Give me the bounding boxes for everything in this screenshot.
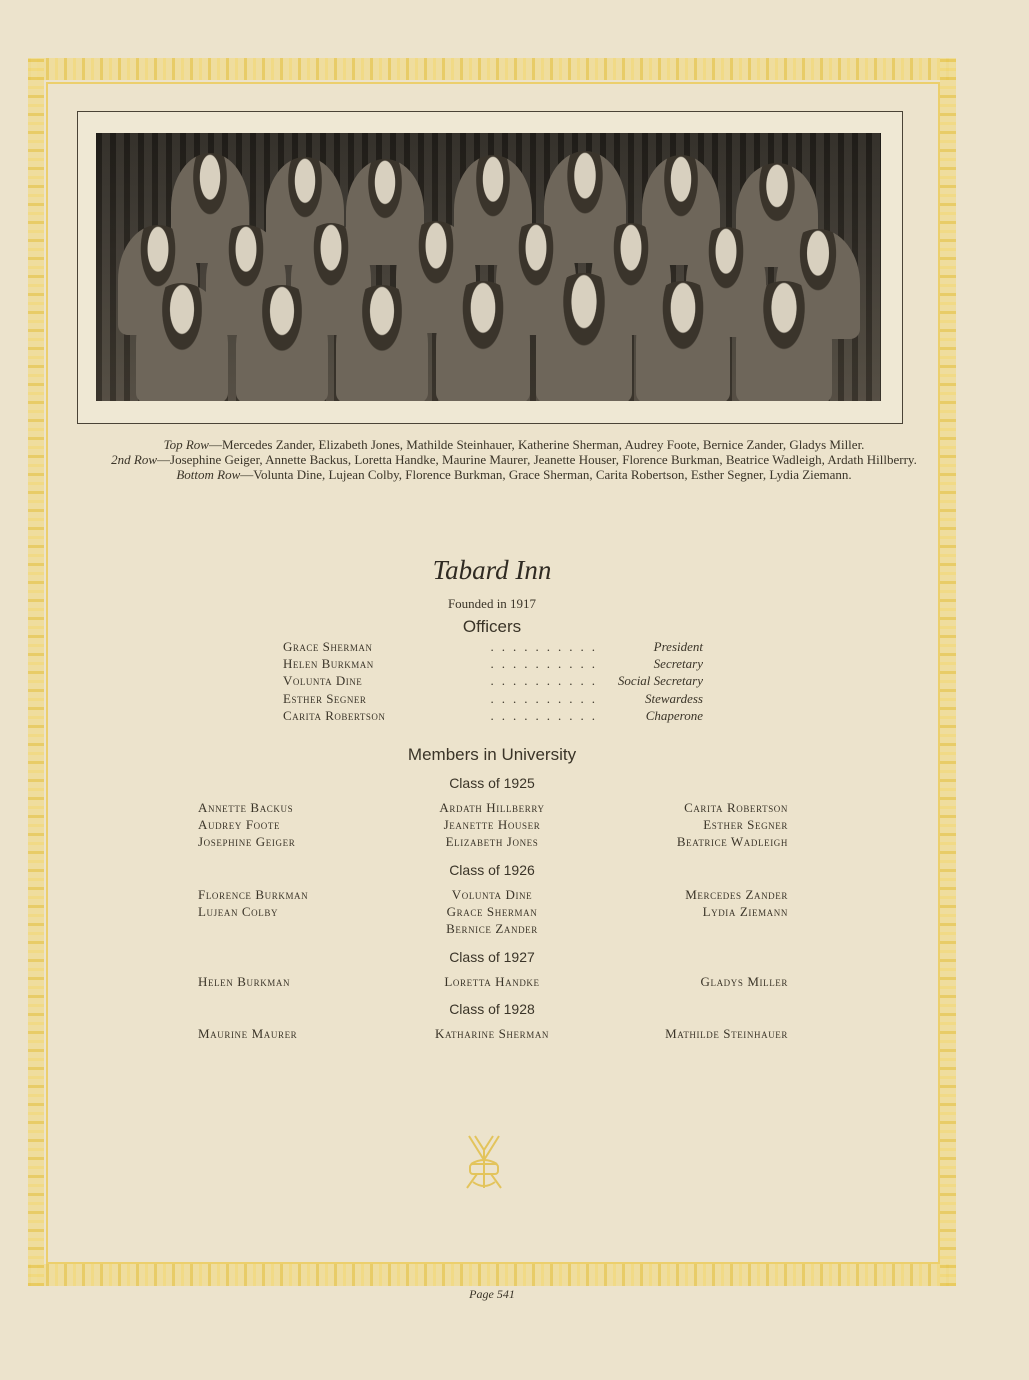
- member-name: Grace Sherman: [446, 904, 538, 919]
- leader-dots: ..........: [490, 656, 603, 671]
- fraternity-emblem-icon: [461, 1130, 507, 1192]
- officer-row: [283, 708, 703, 725]
- member-name: Florence Burkman: [198, 887, 309, 902]
- page-number: Page 541: [469, 1287, 515, 1301]
- founded-line: Founded in 1917: [447, 596, 537, 611]
- caption-row-label: Bottom Row: [176, 467, 241, 482]
- officer-role: Chaperone: [645, 708, 703, 723]
- member-name: Helen Burkman: [198, 974, 291, 989]
- officers-heading: Officers: [462, 617, 522, 636]
- members-heading: Members in University: [407, 745, 577, 764]
- leader-dots: ..........: [490, 708, 603, 723]
- leader-dots: ..........: [490, 639, 603, 654]
- officer-role: Stewardess: [644, 691, 703, 706]
- page-title: Tabard Inn: [432, 555, 552, 585]
- class-heading: Class of 1928: [449, 1001, 535, 1017]
- officer-name: Grace Sherman: [283, 639, 373, 654]
- member-name: Gladys Miller: [700, 974, 788, 989]
- group-photo-frame: [77, 111, 903, 424]
- officer-row: [283, 639, 703, 656]
- member-name: Annette Backus: [198, 800, 294, 815]
- officer-name: Carita Robertson: [283, 708, 386, 723]
- leader-dots: ..........: [490, 673, 603, 688]
- member-name: Mathilde Steinhauer: [665, 1026, 788, 1041]
- member-name: Ardath Hillberry: [439, 800, 545, 815]
- member-name: Katharine Sherman: [434, 1026, 550, 1041]
- member-name: Maurine Maurer: [198, 1026, 298, 1041]
- caption-row-names: —Volunta Dine, Lujean Colby, Florence Burkman, Grace Sherman, Carita Robertson, Esther Segner, Lydia Ziemann.: [240, 467, 852, 482]
- class-heading: Class of 1927: [449, 949, 535, 965]
- member-name: Esther Segner: [703, 817, 788, 832]
- leader-dots: ..........: [490, 691, 603, 706]
- class-heading: Class of 1925: [449, 775, 535, 791]
- officer-name: Esther Segner: [283, 691, 367, 706]
- member-name: Lujean Colby: [198, 904, 279, 919]
- class-heading: Class of 1926: [449, 862, 535, 878]
- officer-role: Social Secretary: [617, 673, 703, 688]
- officer-role: Secretary: [653, 656, 703, 671]
- ornamental-border-bottom: [28, 1264, 956, 1286]
- member-name: Jeanette Houser: [443, 817, 541, 832]
- member-name: Elizabeth Jones: [445, 834, 539, 849]
- member-name: Bernice Zander: [446, 921, 538, 936]
- member-name: Josephine Geiger: [198, 834, 296, 849]
- member-name: Lydia Ziemann: [702, 904, 788, 919]
- member-name: Mercedes Zander: [685, 887, 788, 902]
- caption-top-row: [60, 437, 968, 452]
- member-name: Audrey Foote: [198, 817, 281, 832]
- officer-row: [283, 673, 703, 690]
- member-name: Volunta Dine: [451, 887, 533, 902]
- ornamental-border-left: [28, 58, 44, 1286]
- ornamental-border-top: [28, 58, 956, 80]
- caption-row-names: —Josephine Geiger, Annette Backus, Loretta Handke, Maurine Maurer, Jeanette Houser, Florence Burkman, Beatrice Wadleigh, Ardath Hillberry.: [157, 452, 917, 467]
- group-photo: [96, 133, 881, 401]
- caption-row-label: Top Row: [163, 437, 209, 452]
- officer-role: President: [653, 639, 703, 654]
- officer-row: [283, 656, 703, 673]
- member-name: Loretta Handke: [444, 974, 540, 989]
- caption-bottom-row: [60, 467, 968, 482]
- ornamental-border-right: [940, 58, 956, 1286]
- caption-row-label: 2nd Row: [111, 452, 158, 467]
- caption-row-names: —Mercedes Zander, Elizabeth Jones, Mathilde Steinhauer, Katherine Sherman, Audrey Foote, Bernice Zander, Gladys Miller.: [208, 437, 865, 452]
- officer-name: Volunta Dine: [283, 673, 363, 688]
- officer-name: Helen Burkman: [283, 656, 374, 671]
- member-name: Beatrice Wadleigh: [676, 834, 788, 849]
- officer-row: [283, 691, 703, 708]
- caption-second-row: [60, 452, 968, 467]
- member-name: Carita Robertson: [684, 800, 788, 815]
